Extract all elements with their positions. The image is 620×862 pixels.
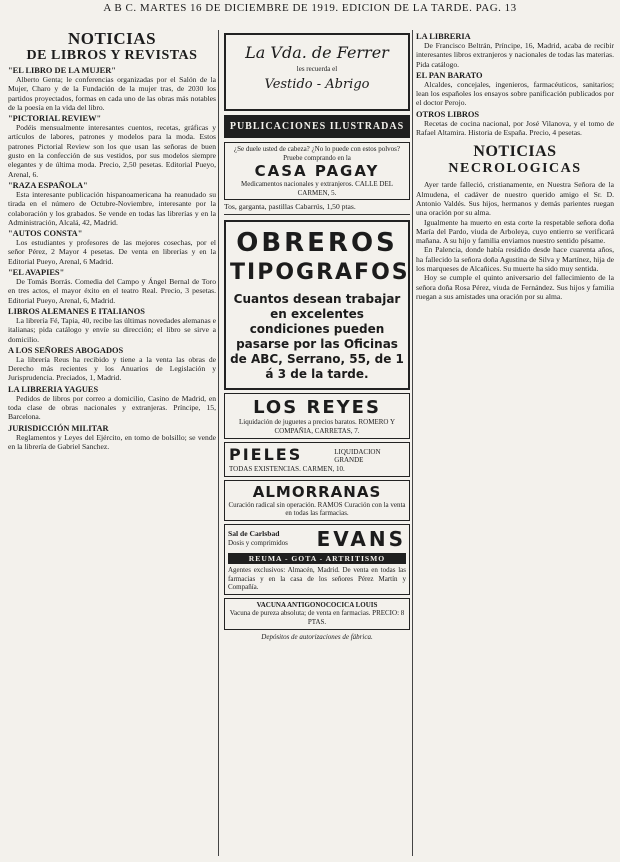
ad-script-title: La Vda. de Ferrer <box>245 43 389 62</box>
ad-band: REUMA - GOTA - ARTRITISMO <box>228 553 406 564</box>
item-body: Pedidos de libros por correo a domicilio, Casino de Madrid, en toda clase de obras nacionales y extranjeras. Príncipe, 15, Barcelona. <box>8 393 216 422</box>
section-subtitle: DE LIBROS Y REVISTAS <box>26 48 198 63</box>
ad-los-reyes <box>224 393 410 439</box>
item-body: Alberto Genta; le conferencias organizadas por el Salón de la Mujer, Charo y de la Fundación de la mujer tras, de 2030 los partidos proyectados, formas en cada uno de las obras más notables de la poesía en la vida del libro. <box>8 75 216 112</box>
ad-text: ¿Se duele usted de cabeza? ¿No lo puede con estos polvos? Pruebe comprando en la <box>234 145 400 162</box>
item-body: De Tomás Borrás. Comedia del Campo y Ángel Bernal de Toro en tres actos, el mayor éxito en el teatro Real. Precio, 3 pesetas. Editorial Pueyo, Arenal, 6, Madrid. <box>8 277 216 305</box>
ad-name: CASA PAGAY <box>254 162 380 181</box>
ad-title: TIPOGRAFOS <box>230 259 410 285</box>
ad-vacuna <box>224 598 410 630</box>
item-heading: "EL LIBRO DE LA MUJER" <box>8 66 116 75</box>
footer-note: Depósitos de autorizaciones de fábrica. <box>261 632 373 641</box>
ad-title: PIELES <box>229 445 303 465</box>
column-rule <box>218 30 219 856</box>
left-column <box>8 30 216 856</box>
ad-evans <box>224 524 410 595</box>
ad-obreros-tipografos <box>224 220 410 390</box>
right-column <box>416 30 614 856</box>
item-body: Los estudiantes y profesores de las mejores cosechas, por el señor Pérez, 2 Mayor 4 pesetas. De venta en librerías y en la Editorial Pueyo, Arenal, 6 Madrid. <box>8 238 216 266</box>
ad-body: Liquidación de juguetes a precios baratos. ROMERO Y COMPAÑIA, CARRETAS, 7. <box>238 417 396 435</box>
ad-product-sub: Dosis y comprimidos <box>228 538 288 547</box>
item-body: De Francisco Beltrán, Príncipe, 16, Madrid, acaba de recibir interesantes libros extranjeros y nacionales de todas las materias. Pida catálogo. <box>416 41 614 69</box>
item-heading: EL PAN BARATO <box>416 70 483 80</box>
item-body: Esta interesante publicación hispanoamericana ha reanudado su tirada en el número de Octubre-Noviembre, interesante por la colaboración y los grabados. Se vende en todas las librerías y en la Administración, Alcalá, 42, Madrid. <box>8 189 216 227</box>
ad-casa-pagay <box>224 142 410 200</box>
ad-viuda-ferrer <box>224 33 410 111</box>
ad-script-subtitle: Vestido - Abrigo <box>264 76 370 92</box>
item-body: La librería Reus ha recibido y tiene a la venta las obras de Derecho más recientes y los Anuarios de Legislación y Jurisprudencia. Preciados, 1, Madrid. <box>8 354 216 383</box>
ad-brand: EVANS <box>316 526 406 551</box>
ad-body: Agentes exclusivos: Almacén, Madrid. De venta en todas las farmacias y en la casa de los señores Pérez Martín y Compañía. <box>228 565 406 592</box>
item-heading: OTROS LIBROS <box>416 109 480 119</box>
obituary-paragraph: En Palencia, donde había residido desde hace cuarenta años, ha fallecido la señora doña Agustina de Silva y Martínez, hija de los marqueses de Alcañices. Su muerte ha sido muy sentida. <box>416 245 614 274</box>
section-title: NOTICIAS <box>67 30 157 48</box>
item-body: Alcaldes, concejales, ingenieros, farmacéuticos, sanitarios; lean los españoles los ensayos sobre panificación publicados por el doctor Perojo. <box>416 79 614 108</box>
running-header: A B C. MARTES 16 DE DICIEMBRE DE 1919. EDICION DE LA TARDE. PAG. 13 <box>103 2 517 14</box>
ad-text: Medicamentos nacionales y extranjeros. CALLE DEL CARMEN, 5. <box>240 180 393 197</box>
ad-title: VACUNA ANTIGONOCOCICA LOUIS <box>256 600 378 609</box>
item-body: Reglamentos y Leyes del Ejército, en tomo de bolsillo; se vende en la librería de Gabriel Sanchez. <box>8 432 216 451</box>
item-heading: "PICTORIAL REVIEW" <box>8 114 102 124</box>
item-heading: LA LIBRERIA YAGUES <box>8 384 99 394</box>
ad-body: Vacuna de pureza absoluta; de venta en farmacias. PRECIO: 8 PTAS. <box>229 609 405 626</box>
item-heading: A LOS SEÑORES ABOGADOS <box>8 345 124 355</box>
ad-pieles <box>224 442 410 477</box>
obituary-paragraph: Ayer tarde falleció, cristianamente, en Nuestra Señora de la Almudena, el cadáver de nuestro querido amigo el Sr. D. Antonio Valdés. Sus hijos, hermanos y demás parientes ruegan una oración por su alma. <box>416 180 614 218</box>
item-body: Recetas de cocina nacional, por José Vilanova, y el tomo de Rafael Altamira. Historia de España. Precio, 4 pesetas. <box>416 118 614 138</box>
ad-title: LOS REYES <box>253 396 381 418</box>
item-heading: JURISDICCIÓN MILITAR <box>8 423 109 433</box>
obituary-paragraph: Hoy se cumple el quinto aniversario del fallecimiento de la señora doña Rosa Pérez, viuda de Fernández. Sus hijos y familia ruegan a sus amistades una oración por su alma. <box>416 273 614 301</box>
column-rule <box>412 30 413 856</box>
ad-banner: PUBLICACIONES ILUSTRADAS <box>224 115 410 138</box>
item-heading: "EL AVAPIES" <box>8 268 65 278</box>
ad-almorranas <box>224 480 410 521</box>
item-body: Podéis mensualmente interesantes cuentos, recetas, gráficas y artículos de labores, patrones y modelos para la moda. Estos patrones Pictorial Review son los que usan las señoras de buen gusto en la confección de sus vestidos, por sus modelos siempre elegantes y de última moda. Precio, 2,50 pesetas. Editorial Pueyo, Arenal, 6. <box>8 123 216 179</box>
ad-title: ALMORRANAS <box>252 482 382 501</box>
ad-product: Sal de Carlsbad <box>228 529 280 539</box>
ad-side-note: LIQUIDACION GRANDE <box>334 447 381 465</box>
middle-column <box>224 30 410 856</box>
section-title: NOTICIAS <box>473 143 557 161</box>
ad-subtitle: les recuerda el <box>296 65 338 73</box>
item-heading: "RAZA ESPAÑOLA" <box>8 180 88 190</box>
section-subtitle: NECROLOGICAS <box>448 161 582 177</box>
item-heading: "AUTOS CONSTA" <box>8 229 83 239</box>
ad-body: TODAS EXISTENCIAS. CARMEN, 10. <box>229 465 345 474</box>
obituary-paragraph: Igualmente ha muerto en esta corte la respetable señora doña María del Pardo, viuda de Arboleya, cuyo entierro se verificará mañana. A su hijo y familia enviamos nuestro sentido pésame. <box>416 217 614 246</box>
ad-body: Curación radical sin operación. RAMOS Curación con la venta en todas las farmacias. <box>228 500 406 518</box>
item-body: La librería Fé, Tapia, 40, recibe las últimas novedades alemanas e italianas; pida catálogo y envíe su dirección; el libro se sirve a domicilio. <box>8 315 216 344</box>
ad-title: OBREROS <box>236 227 398 258</box>
ad-strip: Tos, garganta, pastillas Cabarrús, 1,50 ptas. <box>224 203 410 215</box>
item-heading: LA LIBRERIA <box>416 32 471 41</box>
ad-body: Cuantos desean trabajar en excelentes condiciones pueden pasarse por las Oficinas de ABC, Serrano, 55, de 1 á 3 de la tarde. <box>230 291 404 381</box>
item-heading: LIBROS ALEMANES E ITALIANOS <box>8 306 145 316</box>
